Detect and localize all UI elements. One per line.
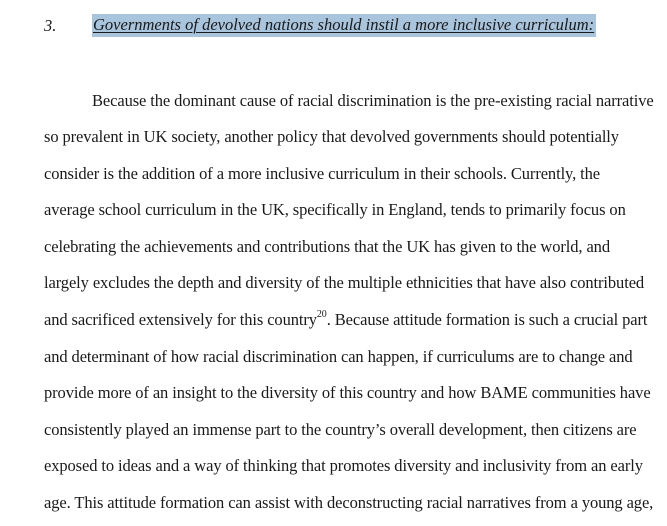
- paragraph-line: age. This attitude formation can assist with deconstructing racial narratives from a young age,: [44, 493, 654, 512]
- paragraph-line: celebrating the achievements and contributions that the UK has given to the world, and: [44, 237, 610, 256]
- section-title: Governments of devolved nations should instil a more inclusive curriculum:: [92, 14, 596, 37]
- paragraph-line: Because the dominant cause of racial discrimination is the pre-existing racial narrative: [92, 91, 654, 110]
- paragraph-line: so prevalent in UK society, another policy that devolved governments should potentially: [44, 127, 619, 146]
- section-heading: [44, 14, 664, 38]
- paragraph-line: and determinant of how racial discrimination can happen, if curriculums are to change and: [44, 347, 633, 366]
- paragraph-text: . Because attitude formation is such a crucial part: [326, 310, 648, 329]
- paragraph-line: provide more of an insight to the diversity of this country and how BAME communities have: [44, 383, 651, 402]
- paragraph-text: and sacrificed extensively for this country: [44, 310, 317, 329]
- paragraph-line: largely excludes the depth and diversity of the multiple ethnicities that have also contributed: [44, 273, 645, 292]
- footnote-reference[interactable]: 20: [316, 308, 327, 320]
- section-number: 3.: [44, 16, 57, 35]
- paragraph-line: consider is the addition of a more inclusive curriculum in their schools. Currently, the: [44, 164, 601, 183]
- paragraph-line: exposed to ideas and a way of thinking that promotes diversity and inclusivity from an early: [44, 456, 643, 475]
- paragraph-line-with-footnote: [44, 310, 647, 330]
- paragraph-line: consistently played an immense part to the country’s overall development, then citizens are: [44, 420, 637, 439]
- paragraph-line: average school curriculum in the UK, specifically in England, tends to primarily focus on: [44, 200, 626, 219]
